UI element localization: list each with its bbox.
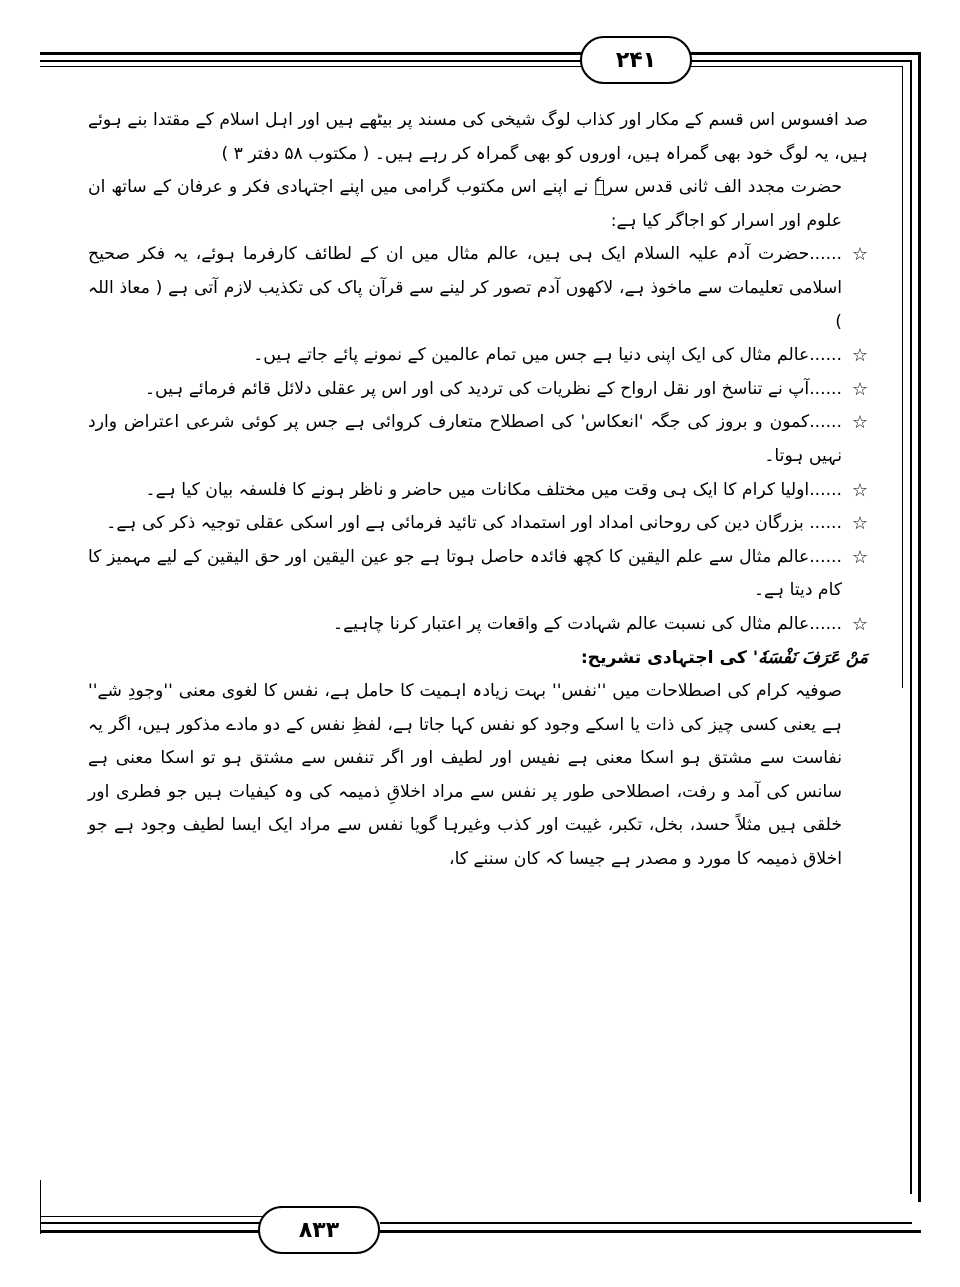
bullet-text-8: ......عالم مثال کی نسبت عالم شہادت کے واقعات پر اعتبار کرنا چاہیے۔ [333, 613, 842, 634]
frame-line-left [40, 1180, 41, 1234]
bullet-item-7 [88, 541, 868, 608]
star-icon: ☆ [851, 378, 868, 400]
page-number-bottom: ۸۳۳ [258, 1206, 380, 1254]
star-icon: ☆ [851, 479, 868, 501]
bullet-text-7: ......عالم مثال سے علم الیقین کا کچھ فائدہ حاصل ہوتا ہے جو عین الیقین اور حق الیقین کے لیے مہمیز کا کام دیتا ہے۔ [88, 546, 842, 601]
star-icon: ☆ [851, 244, 868, 266]
bullet-text-6: ...... بزرگان دین کی روحانی امداد اور استمداد کی تائید فرمائی ہے اور اسکی عقلی توجیہ ذکر کی ہے۔ [106, 513, 842, 534]
bullet-item-4 [88, 406, 868, 473]
paragraph-2: حضرت مجدد الف ثانی قدس سرہٗ نے اپنے اس مکتوب گرامی میں اپنے اجتہادی فکر و عرفان کے ساتھ ان علوم اور اسرار کو اجاگر کیا ہے: [88, 177, 842, 231]
frame-line-right-middle [910, 60, 912, 1194]
page-body [88, 104, 868, 877]
bullet-item-6 [88, 507, 868, 541]
star-icon: ☆ [851, 613, 868, 635]
frame-line-bottom-right-outer [380, 1230, 921, 1233]
bullet-item-8 [88, 608, 868, 642]
section-body: صوفیہ کرام کی اصطلاحات میں ''نفس'' بہت زیادہ اہمیت کا حامل ہے، نفس کا لغوی معنی ''وجودِ شے'' ہے یعنی کسی چیز کی ذات یا اسکے وجود کو نفس کہا جاتا ہے، لفظِ نفس کے دو مادے مذکور ہیں، اگر یہ نفاست سے مشتق ہو اسکا معنی ہے نفیس اور لطیف اور اگر تنفس سے مشتق ہو تو اسکا معنی ہے سانس کی آمد و رفت، اصطلاحی طور پر نفس سے مراد اخلاقِ ذمیمہ کی وہ کیفیات ہیں جو فطری اور خلقی ہیں مثلاً حسد، بخل، تکبر، غیبت اور کذب وغیرہا گویا نفس سے مراد ایک ایسا لطیف وجود ہے جو اخلاق ذمیمہ کا مورد و مصدر ہے جیسا کہ کان سننے کا، [88, 681, 842, 870]
frame-line-bottom-left-middle [40, 1222, 270, 1224]
bullet-item-3 [88, 373, 868, 407]
star-icon: ☆ [851, 345, 868, 367]
frame-line-top-inner [40, 66, 902, 67]
star-icon: ☆ [851, 513, 868, 535]
bullet-item-2 [88, 339, 868, 373]
bullet-text-5: ......اولیا کرام کا ایک ہی وقت میں مختلف مکانات میں حاضر و ناظر ہونے کا فلسفہ بیان کیا ہے۔ [145, 479, 842, 500]
bullet-text-1: ......حضرت آدم علیہ السلام ایک ہی ہیں، عالم مثال میں ان کے لطائف کارفرما ہوئے، یہ فکر صحیح اسلامی تعلیمات سے ماخوذ ہے، لاکھوں آدم تصور کر لینے سے قرآن پاک کی تکذیب لازم آتی ہے ( معاذ اللہ ) [88, 244, 842, 332]
frame-line-bottom-left-inner [40, 1216, 280, 1217]
frame-line-bottom-right-middle [380, 1222, 912, 1224]
star-icon: ☆ [851, 546, 868, 568]
star-icon: ☆ [851, 412, 868, 434]
frame-line-right-outer [918, 52, 921, 1202]
section-heading-rest: ' کی اجتہادی تشریح: [580, 647, 759, 668]
bullet-text-4: ......کمون و بروز کی جگہ 'انعکاس' کی اصطلاح متعارف کروائی ہے جس پر کوئی شرعی اعتراض وارد نہیں ہوتا۔ [88, 412, 842, 466]
section-heading-arabic: مَنْ عَرَفَ نَفْسَهٗ [758, 647, 868, 668]
bullet-item-5 [88, 474, 868, 508]
frame-line-bottom-left-outer [40, 1230, 260, 1233]
paragraph-1: صد افسوس اس قسم کے مکار اور کذاب لوگ شیخی کی مسند پر بیٹھے ہیں اور اہل اسلام کے مقتدا بنے ہوئے ہیں، یہ لوگ خود بھی گمراہ ہیں، اوروں کو بھی گمراہ کر رہے ہیں۔ ( مکتوب ۵۸ دفتر ۳ ) [88, 110, 868, 164]
bullet-item-1 [88, 238, 868, 339]
frame-line-top-outer [40, 52, 918, 55]
bullet-text-3: ......آپ نے تناسخ اور نقل ارواح کے نظریات کی تردید کی اور اس پر عقلی دلائل قائم فرمائے ہیں۔ [144, 378, 842, 399]
section-heading [88, 642, 868, 676]
frame-line-top-middle [40, 60, 910, 62]
page-number-top: ۲۴۱ [580, 36, 692, 84]
frame-line-right-inner [902, 66, 903, 688]
bullet-text-2: ......عالم مثال کی ایک اپنی دنیا ہے جس میں تمام عالمین کے نمونے پائے جاتے ہیں۔ [253, 345, 842, 366]
